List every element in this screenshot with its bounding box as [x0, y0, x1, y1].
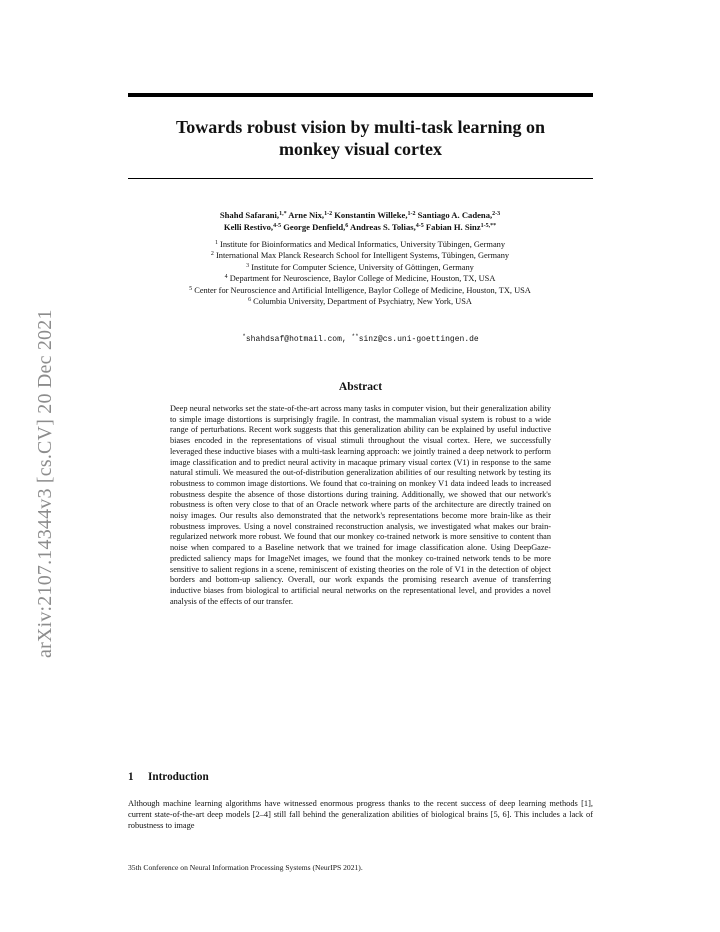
introduction-text: Although machine learning algorithms have witnessed enormous progress thanks to the recent success of deep learning methods [1], current state-of-the-art deep models [2–4] still fall behind the generalization abilities of biological brains [5, 6]. This includes a lack of robustness to image — [128, 799, 593, 830]
affiliation-line — [90, 296, 630, 307]
author-affil-mark: 1-2 — [324, 211, 333, 217]
affiliation-number: 3 — [246, 262, 250, 269]
arxiv-identifier-stamp: arXiv:2107.14344v3 [cs.CV] 20 Dec 2021 — [34, 309, 56, 658]
abstract-text: Deep neural networks set the state-of-the-art across many tasks in computer vision, but their generalization ability to simple image distortions is surprisingly fragile. In contrast, the mammalian visual system is robust to a wide range of perturbations. Recent work suggests that this generalization ability can be explained by useful inductive biases encoded in the representations of visual stimuli throughout the visual cortex. Here, we successfully leveraged these inductive biases with a multi-task learning approach: we jointly trained a deep network to perform image classification and to predict neural activity in macaque primary visual cortex (V1) in response to the same natural stimuli. We measured the out-of-distribution generalization abilities of our resulting network by testing its robustness to common image distortions. We found that co-training on monkey V1 data indeed leads to increased robustness despite the absence of those distortions during training. Additionally, we showed that our network's robustness is often very close to that of an Oracle network where parts of the architecture are directly trained on noisy images. Our results also demonstrated that the network's representations become more brain-like as their robustness improves. Using a novel constrained reconstruction analysis, we investigated what makes our brain-regularized network more robust. We found that our monkey co-trained network is more sensitive to content than noise when compared to a Baseline network that we trained for image classification alone. Using DeepGaze-predicted saliency maps for ImageNet images, we found that the monkey co-trained network tends to be more sensitive to salient regions in a scene, reminiscent of existing theories on the role of V1 in the detection of object borders and bottom-up saliency. Overall, our work expands the promising research avenue of transferring inductive biases from biological to artificial neural networks on the representational level, and provides a novel analysis of the effects of our transfer. — [170, 404, 551, 606]
author-name: George Denfield, — [283, 221, 346, 232]
affiliation-line — [90, 285, 630, 296]
author-list — [100, 210, 620, 233]
affiliation-number: 2 — [210, 251, 214, 258]
conference-footer: 35th Conference on Neural Information Processing Systems (NeurIPS 2021). — [128, 863, 363, 872]
affiliation-text: Institute for Computer Science, University of Göttingen, Germany — [251, 262, 474, 272]
affiliation-line — [90, 273, 630, 284]
affiliation-number: 1 — [214, 240, 218, 246]
author-name: Santiago A. Cadena, — [417, 210, 493, 220]
author-name: Fabian H. Sinz — [425, 221, 481, 232]
affiliation-line — [90, 262, 630, 273]
title-top-rule — [128, 93, 593, 97]
author-affil-mark: 1,* — [279, 211, 287, 217]
affiliation-text: Department for Neuroscience, Baylor College of Medicine, Houston, TX, USA — [229, 274, 496, 284]
email-mark: ** — [351, 333, 359, 340]
affiliation-line — [90, 250, 630, 261]
section-heading — [128, 770, 593, 784]
author-affil-mark: 6 — [345, 222, 349, 229]
affiliation-line — [90, 239, 630, 250]
author-affil-mark: 2-3 — [492, 211, 501, 217]
email-mark: * — [242, 333, 246, 340]
author-name: Arne Nix, — [288, 210, 325, 220]
author-affil-mark: 4-5 — [415, 222, 424, 229]
title-bottom-rule — [128, 178, 593, 179]
author-name: Kelli Restivo, — [223, 221, 274, 232]
author-line-1 — [100, 210, 620, 222]
email-link[interactable]: shahdsaf@hotmail.com, — [245, 335, 347, 344]
author-affil-mark: 1-2 — [407, 211, 416, 217]
section-number: 1 — [128, 771, 134, 783]
abstract-heading: Abstract — [338, 380, 383, 393]
affiliation-number: 5 — [189, 285, 193, 292]
affiliation-list — [90, 239, 630, 307]
author-name: Andreas S. Tolias, — [349, 221, 416, 232]
email-link[interactable]: sinz@cs.uni-goettingen.de — [358, 335, 479, 344]
affiliation-text: Institute for Bioinformatics and Medical Informatics, University Tübingen, Germany — [220, 240, 506, 249]
title-line-2: monkey visual cortex — [279, 139, 442, 159]
section-title: Introduction — [148, 771, 209, 783]
author-affil-mark: 1-5,** — [480, 222, 497, 229]
affiliation-text: International Max Planck Research School for Intelligent Systems, Tübingen, Germany — [215, 251, 510, 261]
author-name: Konstantin Willeke, — [334, 210, 408, 220]
author-name: Shahd Safarani, — [219, 210, 280, 220]
affiliation-text: Center for Neuroscience and Artificial Intelligence, Baylor College of Medicine, Houston, TX, USA — [194, 285, 531, 295]
title-line-1: Towards robust vision by multi-task learning on — [175, 117, 546, 137]
author-line-2 — [100, 222, 620, 234]
paper-title — [128, 116, 593, 160]
affiliation-number: 6 — [248, 297, 252, 304]
contact-emails — [128, 334, 593, 345]
author-affil-mark: 4-5 — [273, 222, 282, 229]
affiliation-text: Columbia University, Department of Psychiatry, New York, USA — [253, 297, 472, 307]
affiliation-number: 4 — [224, 274, 228, 281]
